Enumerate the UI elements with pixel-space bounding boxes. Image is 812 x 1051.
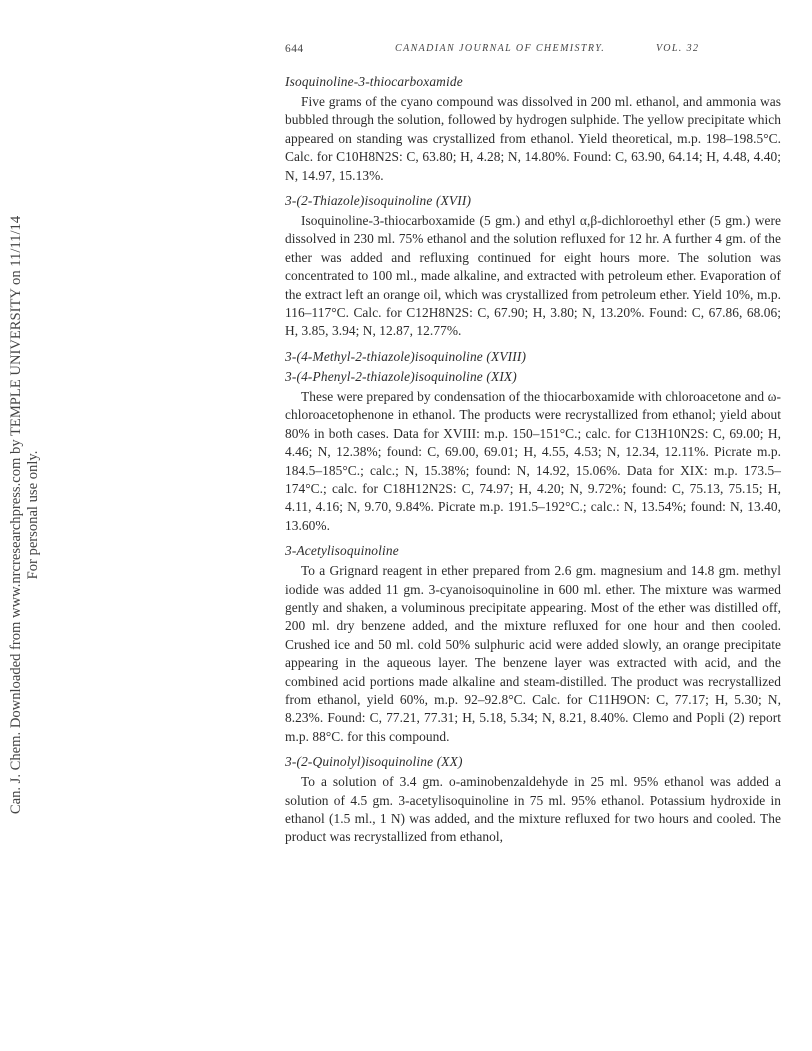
section-paragraph: Five grams of the cyano compound was dissolved in 200 ml. ethanol, and ammonia was bubbled through the solution, followed by hydrogen sulphide. The yellow precipitate which appeared on standing was crystallized from ethanol. Yield theoretical, m.p. 198–198.5°C. Calc. for C10H8N2S: C, 63.80; H, 4.28; N, 14.80%. Found: C, 63.90, 64.14; H, 4.48, 4.40; N, 14.97, 15.13%.	[285, 94, 781, 183]
running-header	[285, 43, 785, 59]
article-body	[285, 73, 781, 854]
journal-title: CANADIAN JOURNAL OF CHEMISTRY.	[395, 43, 606, 54]
section-heading: 3-(2-Thiazole)isoquinoline (XVII)	[285, 193, 472, 209]
section-paragraph: Isoquinoline-3-thiocarboxamide (5 gm.) and ethyl α,β-dichloroethyl ether (5 gm.) were dissolved in 230 ml. 75% ethanol and the solution refluxed for 12 hr. A further 4 gm. of the ether was added and refluxing continued for eight hours more. The solution was concentrated to 100 ml., made alkaline, and extracted with petroleum ether. Evaporation of the extract left an orange oil, which was crystallized from petroleum ether. Yield 10%, m.p. 116–117°C. Calc. for C12H8N2S: C, 67.90; H, 3.80; N, 13.20%. Found: C, 67.86, 68.06; H, 3.85, 3.94; N, 12.87, 12.77%.	[285, 213, 781, 339]
section-paragraph: To a Grignard reagent in ether prepared from 2.6 gm. magnesium and 14.8 gm. methyl iodide was added 11 gm. 3-cyanoisoquinoline in 600 ml. ether. The mixture was warmed gently and shaken, a voluminous precipitate appearing. Most of the ether was distilled off, 200 ml. dry benzene added, and the mixture refluxed for one hour and then cooled. Crushed ice and 50 ml. cold 50% sulphuric acid were added slowly, an orange precipitate appearing in the aqueous layer. The benzene layer was extracted with acid, and the combined acid portions made alkaline and steam-distilled. The product was recrystallized from ethanol, yield 60%, m.p. 92–92.8°C. Calc. for C11H9ON: C, 77.17; H, 5.30; N, 8.23%. Found: C, 77.21, 77.31; H, 5.18, 5.34; N, 8.21, 8.40%. Clemo and Popli (2) report m.p. 88°C. for this compound.	[285, 563, 781, 744]
download-watermark	[8, 90, 52, 940]
section-paragraph: These were prepared by condensation of the thiocarboxamide with chloroacetone and ω-chloroacetophenone in ethanol. The products were recrystallized from ethanol; yield about 80% in both cases. Data for XVIII: m.p. 150–151°C.; calc. for C13H10N2S: C, 69.00; H, 4.46; N, 12.38%; found: C, 69.00, 69.01; H, 4.55, 4.53; N, 12.34, 12.11%. Picrate m.p. 184.5–185°C.; calc.; N, 15.38%; found: N, 14.92, 15.06%. Data for XIX: m.p. 173.5–174°C.; calc. for C18H12N2S: C, 74.97; H, 4.20; N, 9.72%; found: C, 75.13, 75.15; H, 4.11, 4.16; N, 9.70, 9.84%. Picrate m.p. 191.5–192°C.; calc.: N, 13.54%; found: N, 13.40, 13.60%.	[285, 388, 781, 533]
watermark-line-1: Can. J. Chem. Downloaded from www.nrcresearchpress.com by TEMPLE UNIVERSITY on 11/11/14	[8, 215, 24, 815]
section-heading: Isoquinoline-3-thiocarboxamide	[285, 74, 463, 89]
section-heading: 3-(2-Quinolyl)isoquinoline (XX)	[285, 754, 463, 770]
watermark-line-2: For personal use only.	[25, 450, 41, 580]
section-heading: 3-Acetylisoquinoline	[285, 543, 399, 559]
page-number: 644	[285, 43, 304, 55]
journal-volume: VOL. 32	[656, 43, 700, 54]
section-heading: 3-(4-Methyl-2-thiazole)isoquinoline (XVIII)	[285, 348, 527, 364]
section-heading: 3-(4-Phenyl-2-thiazole)isoquinoline (XIX)	[285, 368, 517, 384]
section-paragraph: To a solution of 3.4 gm. o-aminobenzaldehyde in 25 ml. 95% ethanol was added a solution of 4.5 gm. 3-acetylisoquinoline in 75 ml. 95% ethanol. Potassium hydroxide in ethanol (1.5 ml., 1 N) was added, and the mixture refluxed for two hours and cooled. The product was recrystallized from ethanol,	[285, 774, 781, 845]
